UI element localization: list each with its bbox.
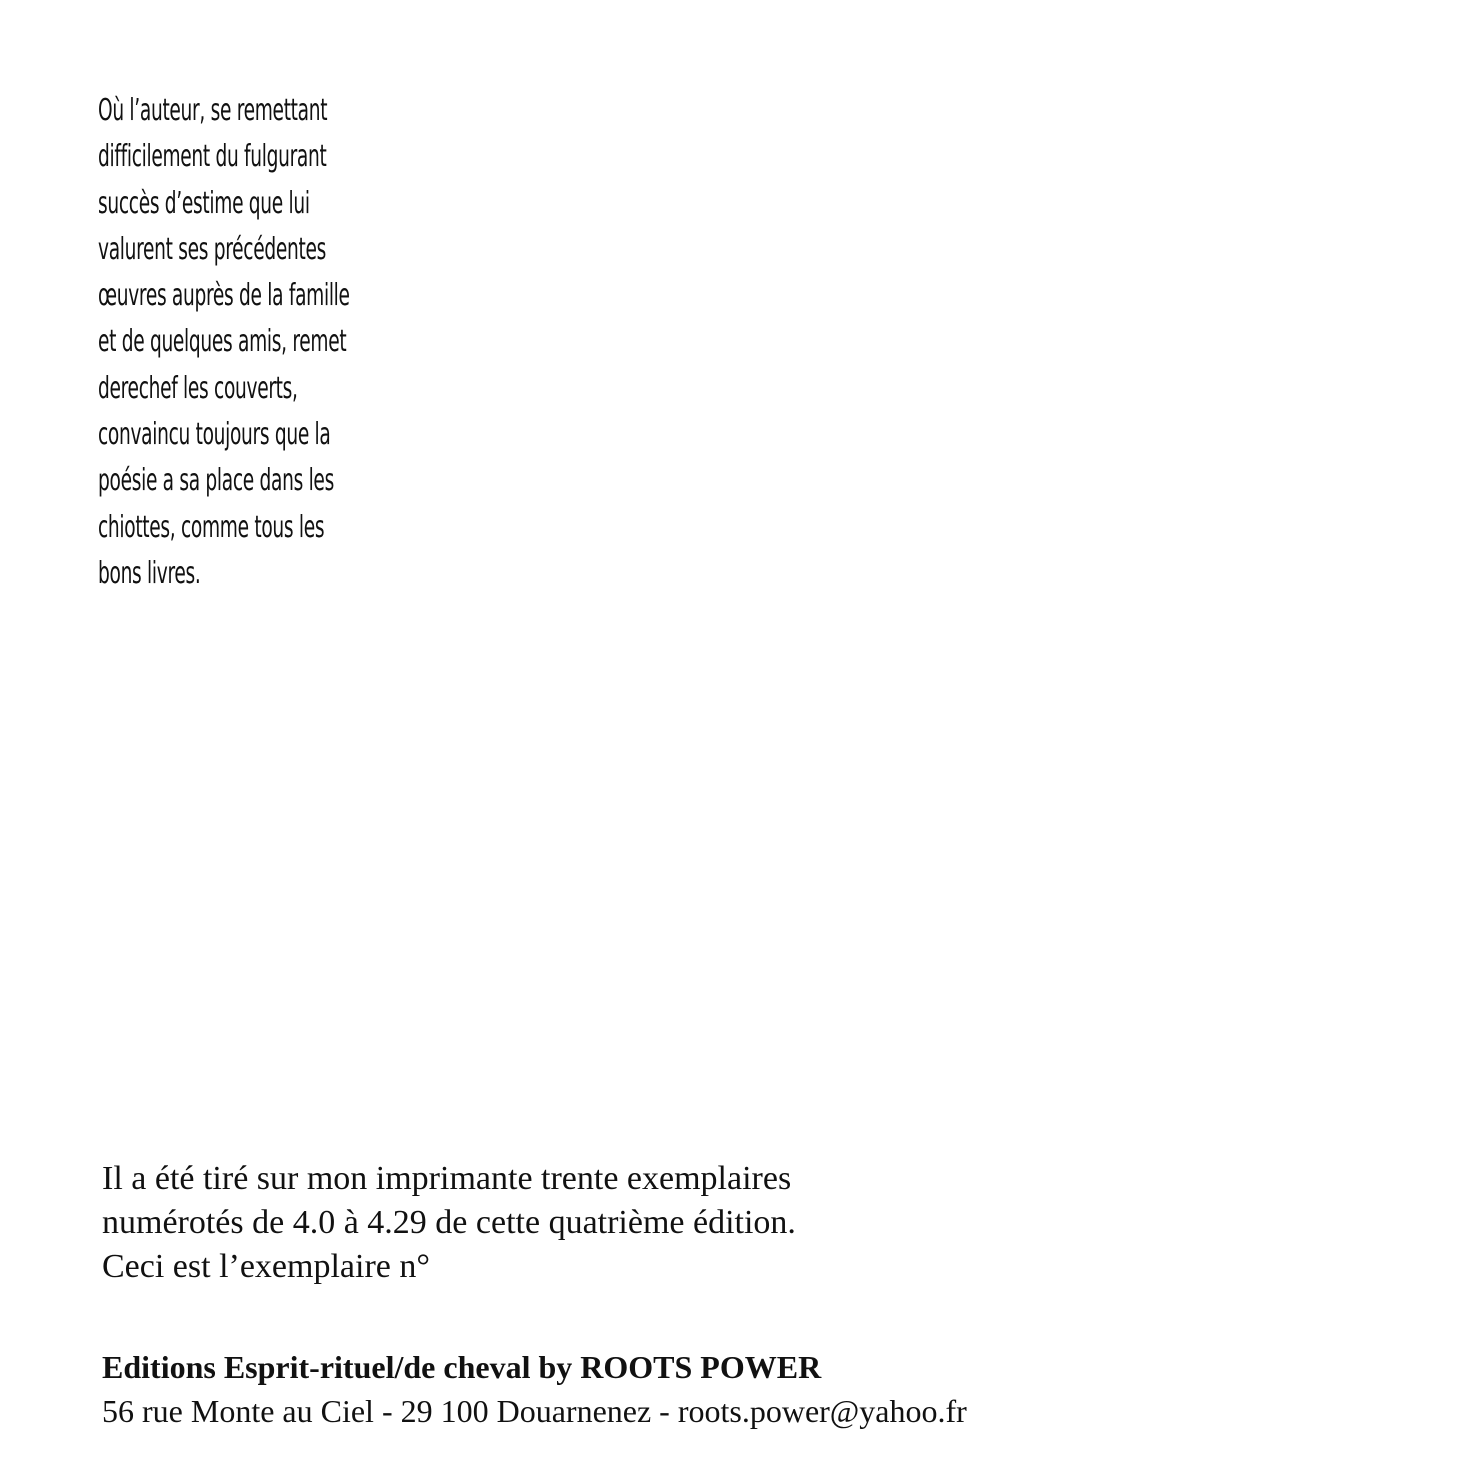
colophon-line: numérotés de 4.0 à 4.29 de cette quatrième édition. (102, 1204, 796, 1241)
colophon-line: Il a été tiré sur mon imprimante trente exemplaires (102, 1160, 792, 1197)
blurb-line: poésie a sa place dans les (98, 463, 334, 499)
blurb-line: convaincu toujours que la (98, 417, 331, 453)
print-run-colophon (102, 1157, 1102, 1289)
blurb-line: bons livres. (98, 555, 201, 591)
blurb-line: derechef les couverts, (98, 370, 298, 406)
publisher-info (102, 1345, 1202, 1433)
blurb-line: succès d’estime que lui (98, 185, 310, 221)
blurb-line: chiottes, comme tous les (98, 509, 325, 545)
blurb-line: valurent ses précédentes (98, 231, 326, 267)
back-cover-blurb (98, 88, 518, 597)
blurb-line: Où l’auteur, se remettant (98, 93, 328, 128)
publisher-address: 56 rue Monte au Ciel - 29 100 Douarnenez - roots.power@yahoo.fr (102, 1393, 967, 1429)
colophon-line: Ceci est l’exemplaire n° (102, 1248, 430, 1285)
publisher-name: Editions Esprit-rituel/de cheval by ROOTS POWER (102, 1349, 822, 1385)
blurb-line: œuvres auprès de la famille (98, 278, 350, 314)
blurb-line: difficilement du fulgurant (98, 139, 327, 175)
blurb-line: et de quelques amis, remet (98, 324, 347, 360)
